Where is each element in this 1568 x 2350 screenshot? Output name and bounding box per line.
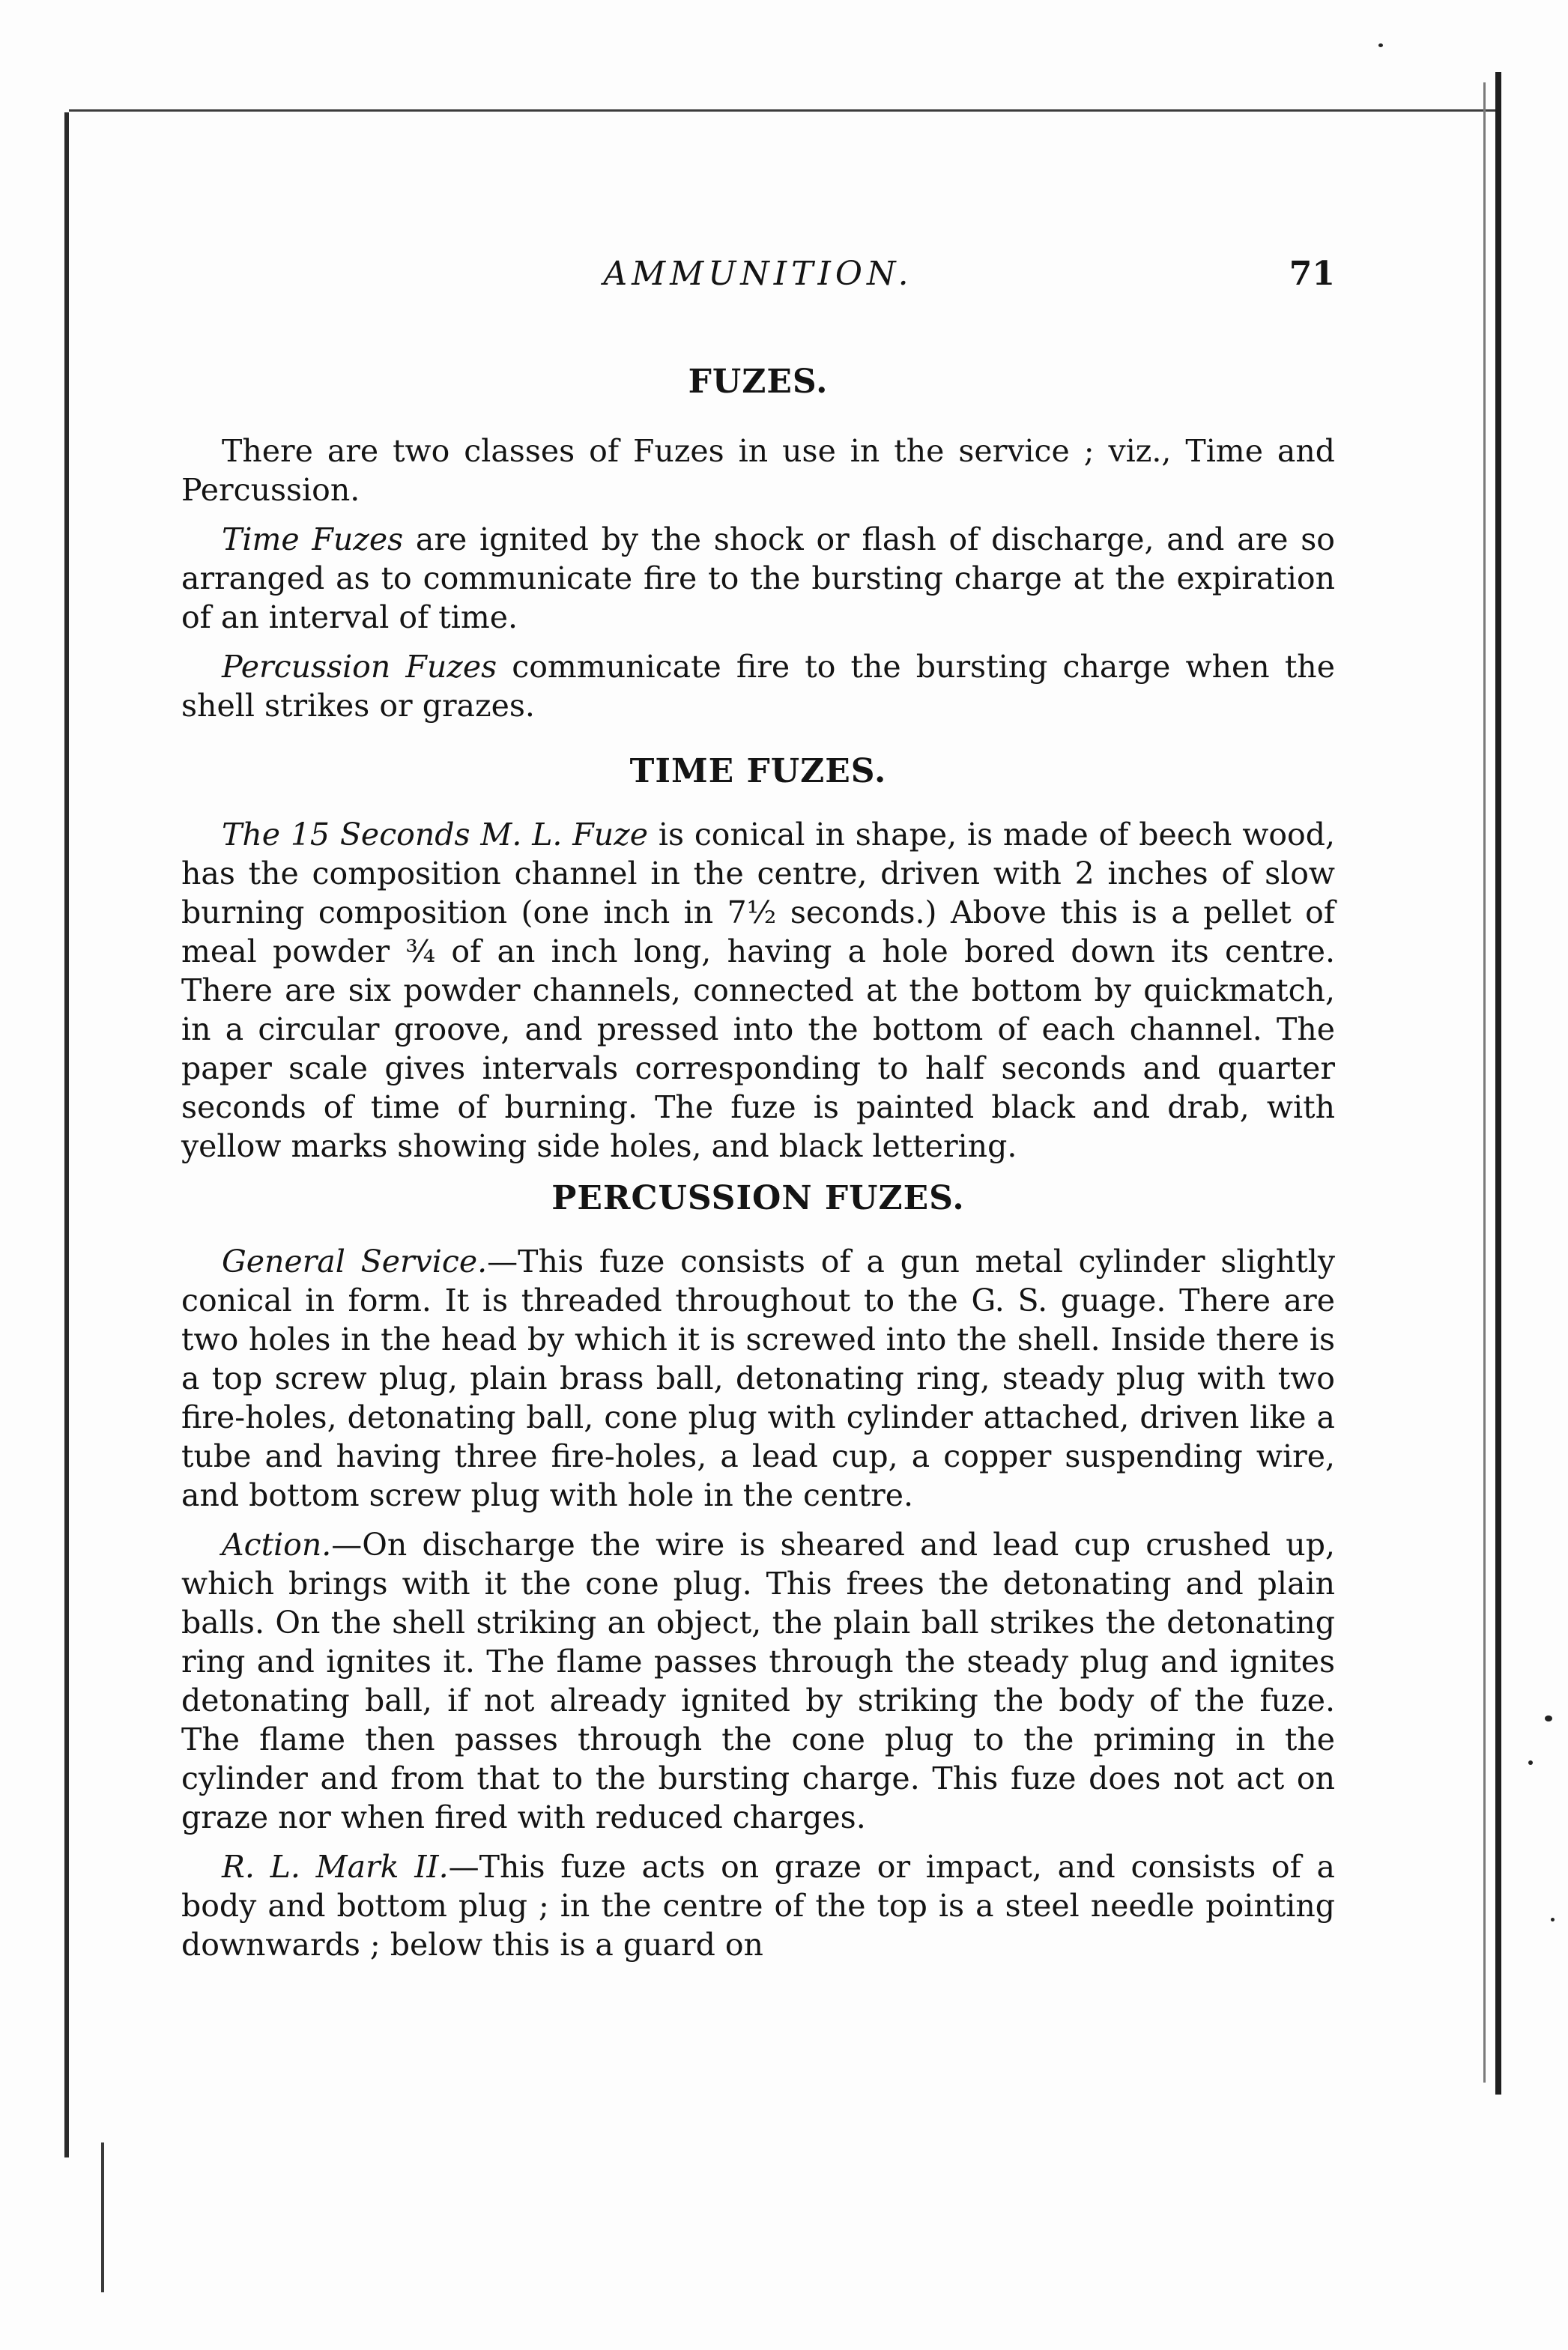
page-right-edge	[1495, 72, 1501, 2095]
paragraph-action	[181, 1525, 1335, 1837]
paragraph-text: are ignited by the shock or flash of discharge, and are so arranged as to communicate fire to the bursting charge at the expiration of an interval of time.	[181, 521, 1335, 635]
paragraph-text: —This fuze consists of a gun metal cylinder slightly conical in form. It is threaded throughout to the G. S. guage. There are two holes in the head by which it is screwed into the shell. Inside there is a top screw plug, plain brass ball, detonating ring, steady plug with two fire-holes, detonating ball, cone plug with cylinder attached, driven like a tube and having three fire-holes, a lead cup, a copper suspending wire, and bottom screw plug with hole in the centre.	[181, 1244, 1336, 1513]
scan-speck	[1378, 43, 1383, 47]
section-heading-percussion-fuzes: PERCUSSION FUZES.	[551, 1179, 965, 1217]
scan-speck	[1545, 1715, 1552, 1721]
running-head-title: AMMUNITION.	[603, 255, 913, 293]
paragraph-15-seconds-fuze	[181, 815, 1335, 1166]
paragraph-text: —This fuze acts on graze or impact, and consists of a body and bottom plug ; in the centre of the top is a steel needle pointing downwards ; below this is a guard on	[181, 1849, 1335, 1963]
page-number: 71	[1289, 255, 1335, 293]
paragraph-percussion-fuzes-definition	[181, 647, 1335, 725]
book-binding-edge	[64, 112, 69, 2157]
section-heading-time-fuzes: TIME FUZES.	[629, 752, 887, 790]
paragraph-lead: Percussion Fuzes	[222, 649, 497, 685]
paragraph-text: —On discharge the wire is sheared and lead cup crushed up, which brings with it the cone plug. This frees the detonating and plain balls. On the shell striking an object, the plain ball strikes the detonating ring and ignites it. The flame passes through the steady plug and ignites detonating ball, if not already ignited by striking the body of the fuze. The flame then passes through the cone plug to the priming in the cylinder and from that to the bursting charge. This fuze does not act on graze nor when fired with reduced charges.	[181, 1527, 1335, 1835]
page-top-edge	[69, 109, 1496, 112]
book-binding-edge-lower	[101, 2142, 104, 2292]
paragraph-text: is conical in shape, is made of beech wood, has the composition channel in the centre, driven with 2 inches of slow burning composition (one inch in 7½ seconds.) Above this is a pellet of meal powder ¾ of an inch long, having a hole bored down its centre. There are six powder channels, connected at the bottom by quickmatch, in a circular groove, and pressed into the bottom of each channel. The paper scale gives intervals corresponding to half seconds and quarter seconds of time of burning. The fuze is painted black and drab, with yellow marks showing side holes, and black lettering.	[181, 817, 1335, 1164]
paragraph-text: There are two classes of Fuzes in use in the service ; viz., Time and Percussion.	[181, 433, 1335, 508]
running-head	[181, 255, 1335, 307]
scan-speck	[1551, 1918, 1555, 1922]
page-right-edge-shadow	[1483, 82, 1486, 2083]
paragraph-rl-mark-ii	[181, 1847, 1335, 1964]
paragraph-text: communicate fire to the bursting charge when the shell strikes or grazes.	[181, 649, 1335, 724]
page-text-block	[181, 255, 1335, 1975]
scan-speck	[1528, 1760, 1533, 1765]
paragraph-time-fuzes-definition	[181, 520, 1335, 637]
section-heading-fuzes: FUZES.	[688, 363, 829, 401]
paragraph-lead: General Service.	[222, 1244, 488, 1280]
paragraph-fuzes-classes	[181, 431, 1335, 509]
paragraph-lead: R. L. Mark II.	[222, 1849, 449, 1885]
paragraph-lead: Action.	[222, 1527, 332, 1563]
paragraph-lead: Time Fuzes	[222, 521, 404, 557]
paragraph-lead: The 15 Seconds M. L. Fuze	[222, 817, 649, 853]
paragraph-general-service	[181, 1242, 1335, 1515]
